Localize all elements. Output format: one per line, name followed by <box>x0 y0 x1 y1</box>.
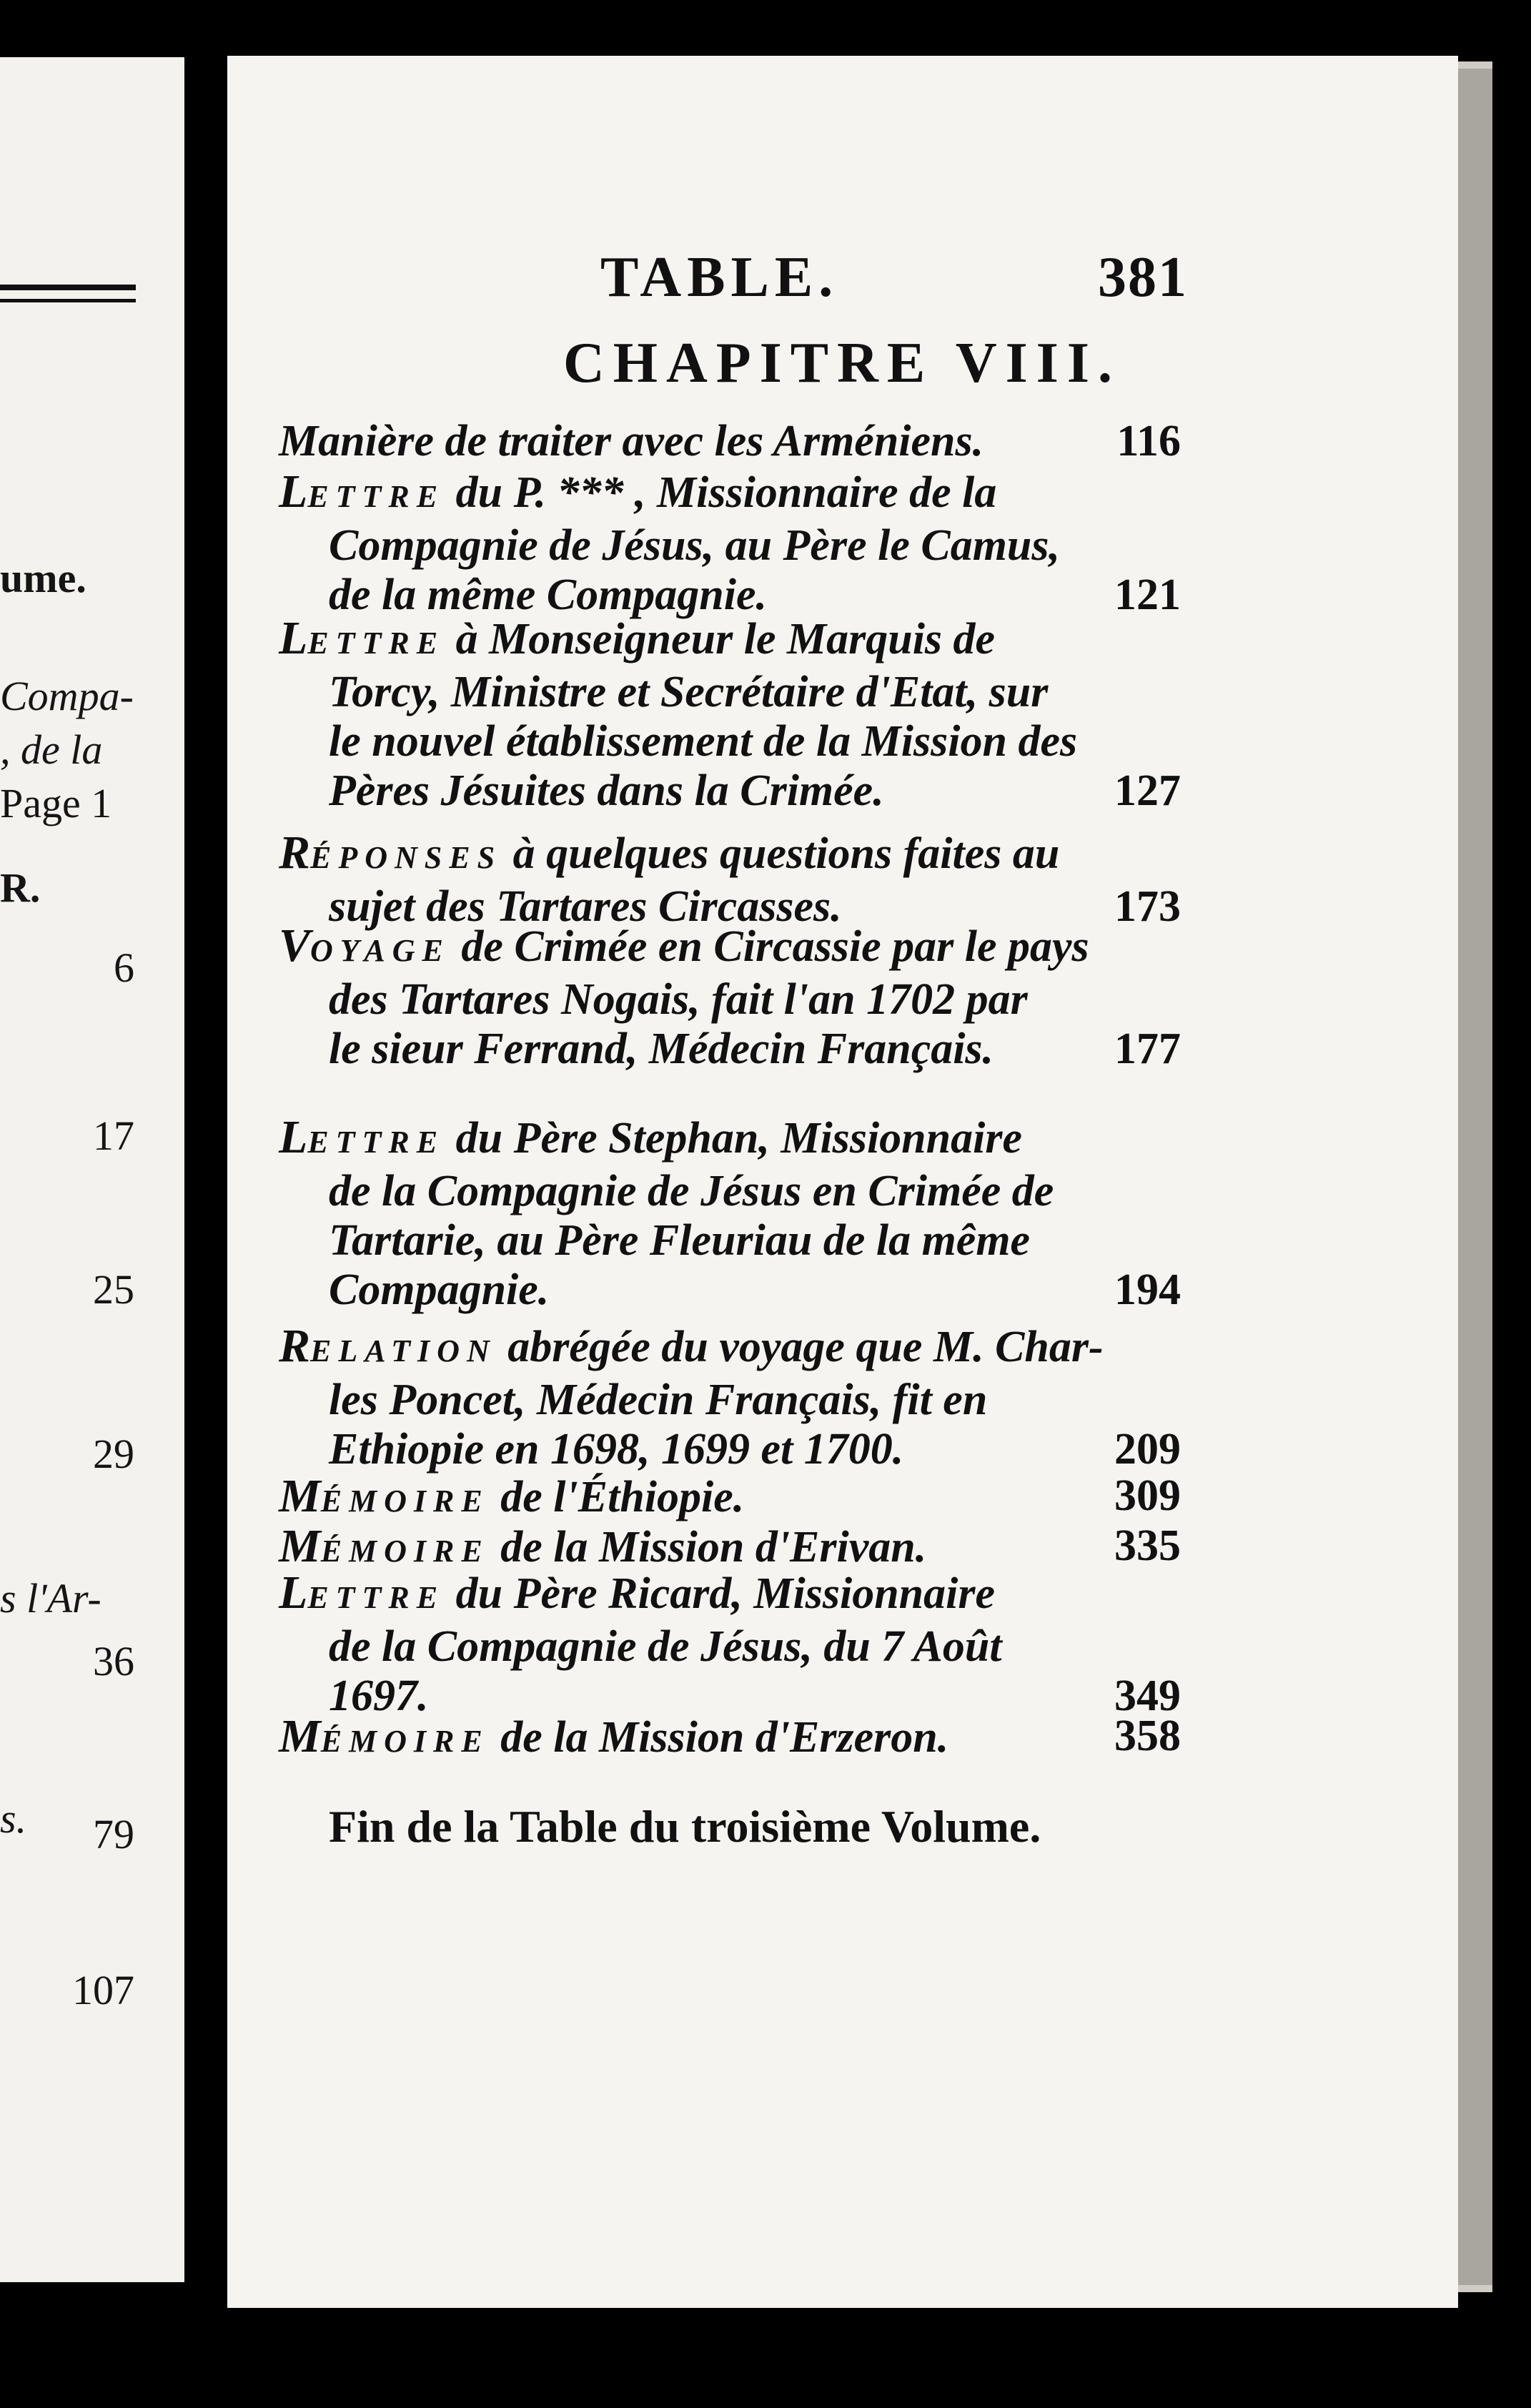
left-fragment: R. <box>0 864 41 911</box>
toc-entry-line <box>279 1321 1181 1376</box>
left-page-number: 107 <box>72 1967 134 2013</box>
page-edge-shadow <box>1458 69 1492 2285</box>
toc-entry <box>279 613 1181 816</box>
toc-entry-line <box>279 521 1181 571</box>
toc-entry-line <box>279 571 1181 620</box>
entry-text: abrégée du voyage que M. Char- <box>496 1323 1104 1371</box>
entry-page-number: 177 <box>1114 1025 1181 1073</box>
toc-entry-line <box>279 1471 1181 1526</box>
end-note: Fin de la Table du troisième Volume. <box>329 1801 1041 1852</box>
left-page-number: 6 <box>114 944 134 991</box>
entry-text: Pères Jésuites dans la Crimée. <box>329 766 884 815</box>
entry-initial: L <box>279 1566 308 1619</box>
left-page-number: 17 <box>93 1112 134 1159</box>
left-fragment: ume. <box>0 555 86 601</box>
entry-initial: R <box>279 826 311 879</box>
toc-entry-line <box>279 1025 1181 1074</box>
toc-entry-line <box>279 1167 1181 1216</box>
entry-page-number: 349 <box>1114 1672 1181 1720</box>
entry-text: des Tartares Nogais, fait l'an 1702 par <box>329 975 1028 1024</box>
entry-page-number: 173 <box>1114 882 1181 931</box>
toc-entry-line <box>279 613 1181 668</box>
toc-entry-line <box>279 828 1181 882</box>
entry-text: de la Compagnie de Jésus, du 7 Août <box>329 1622 1002 1671</box>
left-fragment: Compa- <box>0 673 134 719</box>
entry-text: Compagnie de Jésus, au Père le Camus, <box>329 521 1061 570</box>
main-page <box>227 56 1458 2308</box>
toc-entry <box>279 828 1181 932</box>
left-fragment: s l'Ar- <box>0 1575 101 1622</box>
left-fragment: s. <box>0 1795 27 1842</box>
toc-entry-line <box>279 1425 1181 1474</box>
toc-entry <box>279 1112 1181 1315</box>
entry-text: du Père Ricard, Missionnaire <box>445 1569 996 1618</box>
entry-text: de la Mission d'Erzeron. <box>489 1713 949 1762</box>
entry-text: Manière de traiter avec les Arméniens. <box>279 417 984 465</box>
entry-keyword: ELATION <box>310 1333 497 1368</box>
toc-entry-line <box>279 921 1181 975</box>
toc-entry <box>279 1712 1181 1766</box>
entry-keyword: ÉMOIRE <box>320 1484 490 1519</box>
toc-entry-line <box>279 717 1181 766</box>
toc-entry-line <box>279 467 1181 521</box>
running-title: TABLE. <box>600 246 839 309</box>
entry-keyword: OYAGE <box>310 933 450 968</box>
entry-initial: R <box>279 1320 311 1372</box>
entry-keyword: ETTRE <box>307 1125 445 1160</box>
toc-entry-line <box>279 766 1181 816</box>
entry-text: de la Compagnie de Jésus en Crimée de <box>329 1167 1054 1215</box>
entry-text: le nouvel établissement de la Mission des <box>329 717 1078 766</box>
divider-rule <box>0 299 136 302</box>
entry-text: sujet des Tartares Circasses. <box>329 882 842 931</box>
entry-keyword: ÉMOIRE <box>320 1724 490 1759</box>
entry-text: Compagnie. <box>329 1265 550 1314</box>
toc-entry <box>279 467 1181 620</box>
entry-text: les Poncet, Médecin Français, fit en <box>329 1376 988 1424</box>
entry-page-number: 209 <box>1114 1425 1181 1474</box>
entry-keyword: ÉMOIRE <box>320 1534 490 1569</box>
entry-text: Ethiopie en 1698, 1699 et 1700. <box>329 1425 904 1474</box>
entry-keyword: ETTRE <box>307 626 445 661</box>
entry-page-number: 116 <box>1116 417 1181 465</box>
entry-initial: L <box>279 465 308 518</box>
entry-page-number: 121 <box>1114 571 1181 619</box>
toc-entry-line <box>279 1712 1181 1766</box>
left-page-number: 25 <box>93 1266 134 1313</box>
entry-initial: L <box>279 612 308 664</box>
toc-entry <box>279 1568 1181 1721</box>
previous-page-fragment <box>0 57 184 2282</box>
entry-initial: V <box>279 919 311 972</box>
entry-page-number: 335 <box>1114 1521 1181 1570</box>
entry-initial: M <box>279 1470 321 1522</box>
entry-keyword: ÉPONSES <box>310 840 502 875</box>
entry-keyword: ETTRE <box>307 479 445 514</box>
entry-initial: M <box>279 1520 321 1572</box>
left-page-number: 79 <box>93 1811 134 1857</box>
entry-page-number: 194 <box>1114 1265 1181 1314</box>
left-page-number: 29 <box>93 1431 134 1477</box>
entry-keyword: ETTRE <box>307 1580 445 1615</box>
toc-entry-line <box>279 668 1181 717</box>
toc-entry-line <box>279 1216 1181 1265</box>
toc-entry-line <box>279 1265 1181 1315</box>
toc-entry <box>279 1471 1181 1526</box>
entry-text: Tartarie, au Père Fleuriau de la même <box>329 1216 1031 1265</box>
toc-entry <box>279 417 1181 466</box>
page-number: 381 <box>1098 246 1188 309</box>
toc-entry-line <box>279 1568 1181 1622</box>
entry-initial: M <box>279 1710 321 1762</box>
left-page-number: 36 <box>93 1638 134 1684</box>
left-fragment: , de la <box>0 726 103 773</box>
toc-entry-line <box>279 417 1181 466</box>
entry-text: de Crimée en Circassie par le pays <box>450 922 1089 971</box>
toc-entry-line <box>279 1112 1181 1167</box>
entry-text: à quelques questions faites au <box>502 829 1060 878</box>
chapter-title: CHAPITRE VIII. <box>563 332 1121 395</box>
entry-text: de l'Éthiopie. <box>489 1473 745 1521</box>
entry-page-number: 127 <box>1114 766 1181 815</box>
entry-text: à Monseigneur le Marquis de <box>445 615 996 663</box>
toc-entry-line <box>279 975 1181 1025</box>
divider-rule <box>0 285 136 290</box>
entry-text: le sieur Ferrand, Médecin Français. <box>329 1025 994 1073</box>
entry-text: de la Mission d'Erivan. <box>489 1523 927 1571</box>
toc-entry-line <box>279 1376 1181 1425</box>
entry-initial: L <box>279 1111 308 1163</box>
toc-entry-line <box>279 1622 1181 1672</box>
toc-entry <box>279 921 1181 1074</box>
entry-text: de la même Compagnie. <box>329 571 768 619</box>
entry-page-number: 358 <box>1114 1712 1181 1760</box>
left-fragment: Page 1 <box>0 780 112 826</box>
entry-page-number: 309 <box>1114 1471 1181 1520</box>
entry-text: du P. *** , Missionnaire de la <box>445 468 997 517</box>
entry-text: du Père Stephan, Missionnaire <box>445 1114 1023 1163</box>
entry-text: 1697. <box>329 1672 429 1720</box>
toc-entry <box>279 1321 1181 1474</box>
entry-text: Torcy, Ministre et Secrétaire d'Etat, sur <box>329 668 1049 716</box>
